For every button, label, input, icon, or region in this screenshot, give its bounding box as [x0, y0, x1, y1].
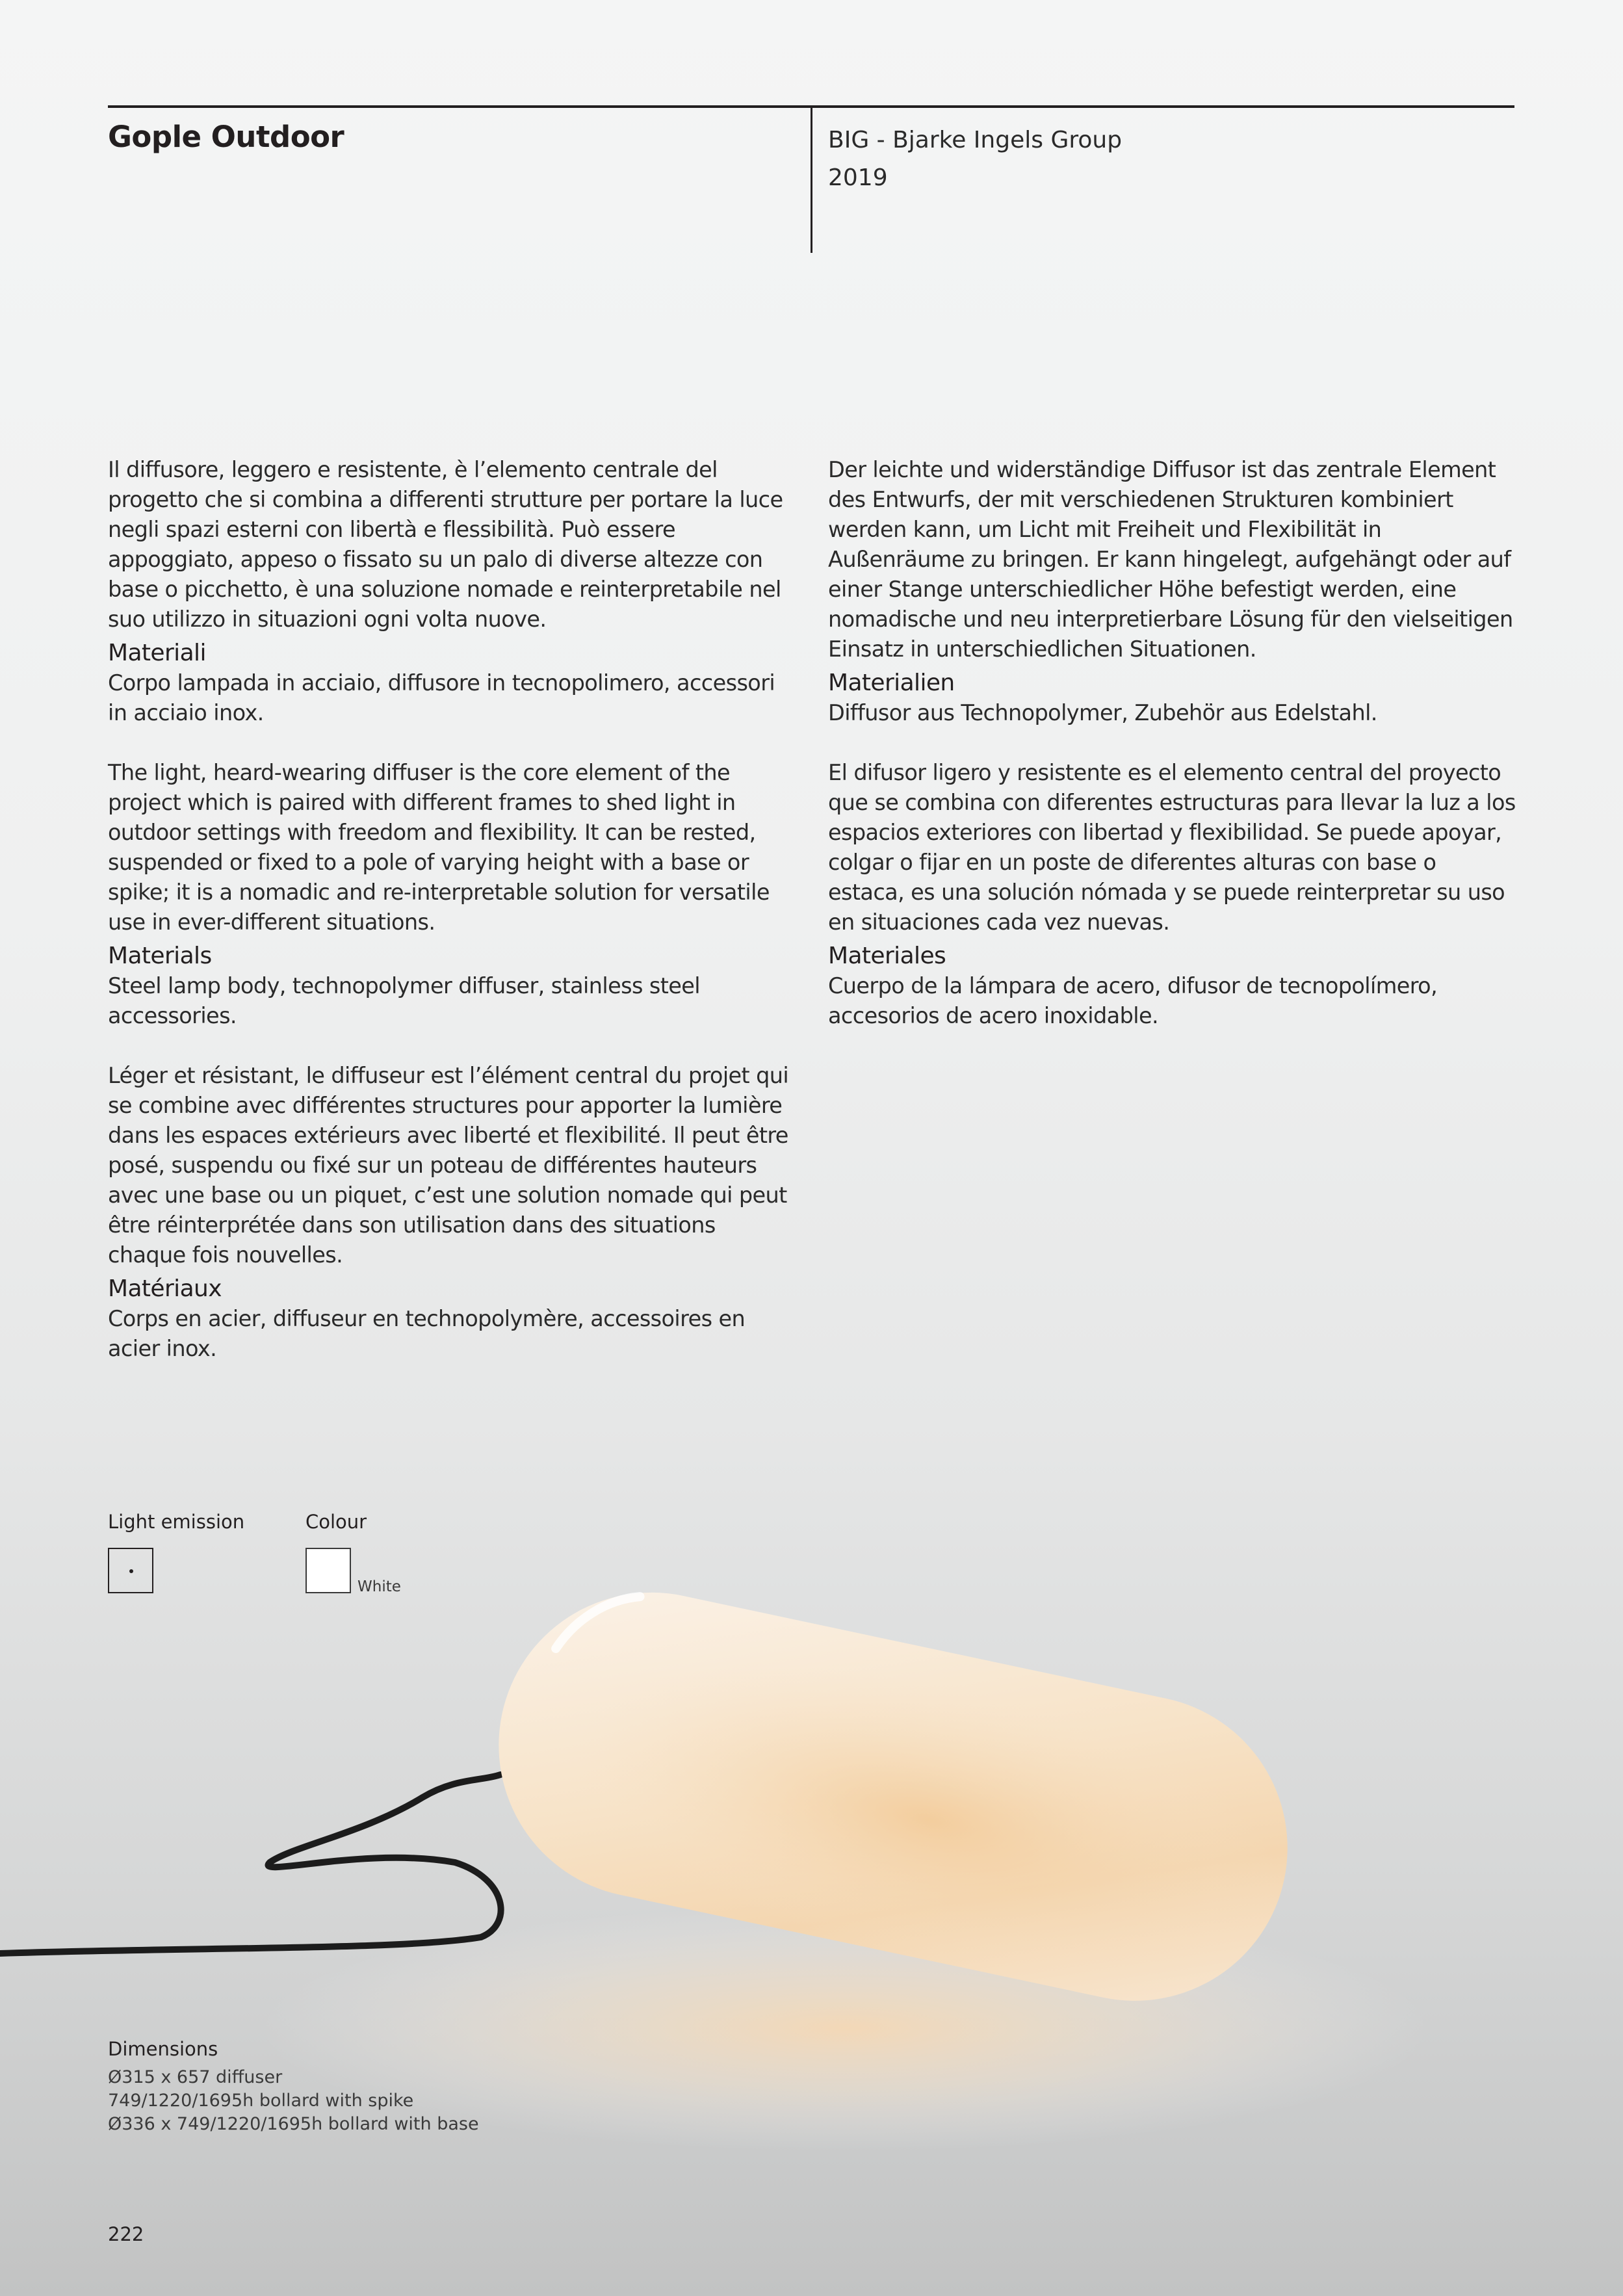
- french-materials-heading: Matériaux: [108, 1275, 222, 1302]
- italian-materials: Corpo lampada in acciaio, diffusore in tecnopolimero, accessori in acciaio inox.: [108, 670, 775, 725]
- dimensions-heading: Dimensions: [108, 2038, 218, 2060]
- header-divider: [811, 107, 812, 253]
- description-left-column: [108, 455, 797, 1364]
- description-right-column: [828, 455, 1517, 1031]
- english-materials: Steel lamp body, technopolymer diffuser, stainless steel accessories.: [108, 973, 700, 1028]
- dimension-diffuser: Ø315 x 657 diffuser: [108, 2067, 283, 2087]
- dimension-bollard-base: Ø336 x 749/1220/1695h bollard with base: [108, 2114, 479, 2134]
- lamp-photo: [0, 1430, 1623, 2296]
- colour-swatch-white: [305, 1548, 351, 1593]
- spanish-materials-heading: Materiales: [828, 943, 946, 969]
- page-number: 222: [108, 2223, 144, 2245]
- designer-name: BIG - Bjarke Ingels Group: [828, 127, 1123, 153]
- single-dot-icon: [129, 1569, 133, 1573]
- italian-description: Il diffusore, leggero e resistente, è l’elemento centrale del progetto che si combina a differenti strutture per portare la luce negli spazi esterni con libertà e flessibilità. Può essere appoggiato, appeso o fissato su un palo di diverse altezze con base o picchetto, è una soluzione nomade e reinterpretabile nel suo utilizzo in situazioni ogni volta nuove.: [108, 457, 783, 632]
- colour-name: White: [357, 1578, 401, 1595]
- product-title: Gople Outdoor: [108, 120, 344, 154]
- spanish-description: El difusor ligero y resistente es el elemento central del proyecto que se combina con diferentes estructuras para llevar la luz a los espacios exteriores con libertad y flexibilidad. Se puede apoyar, colgar o fijar en un poste de diferentes alturas con base o estaca, es una solución nómada y se puede reinterpretar su uso en situaciones cada vez nuevas.: [828, 760, 1516, 935]
- light-emission-label: Light emission: [108, 1511, 245, 1533]
- spanish-materials: Cuerpo de la lámpara de acero, difusor de tecnopolímero, accesorios de acero inoxidable.: [828, 973, 1438, 1028]
- german-materials: Diffusor aus Technopolymer, Zubehör aus Edelstahl.: [828, 700, 1377, 725]
- german-description: Der leichte und widerständige Diffusor ist das zentrale Element des Entwurfs, der mit verschiedenen Strukturen kombiniert werden kann, um Licht mit Freiheit und Flexibilität in Außenräume zu bringen. Er kann hingelegt, aufgehängt oder auf einer Stange unterschiedlicher Höhe befestigt werden, eine nomadische und neu interpretierbare Lösung für den vielseitigen Einsatz in unterschiedlichen Situationen.: [828, 457, 1513, 662]
- french-materials: Corps en acier, diffuseur en technopolymère, accessoires en acier inox.: [108, 1306, 746, 1361]
- dimensions-list: [108, 2066, 479, 2136]
- designer-block: [828, 122, 1122, 197]
- colour-label: Colour: [305, 1511, 367, 1533]
- english-materials-heading: Materials: [108, 943, 212, 969]
- light-emission-icon: [108, 1548, 153, 1593]
- english-description: The light, heard-wearing diffuser is the core element of the project which is paired with different frames to shed light in outdoor settings with freedom and flexibility. It can be rested, suspended or fixed to a pole of varying height with a base or spike; it is a nomadic and re-interpretable solution for versatile use in ever-different situations.: [108, 760, 770, 935]
- lamp-cable: [0, 1775, 501, 1953]
- french-description: Léger et résistant, le diffuseur est l’élément central du projet qui se combine avec différentes structures pour apporter la lumière dans les espaces extérieurs avec liberté et flexibilité. Il peut être posé, suspendu ou fixé sur un poteau de différentes hauteurs avec une base ou un piquet, c’est une solution nomade qui peut être réinterprétée dans son utilisation dans des situations chaque fois nouvelles.: [108, 1063, 789, 1268]
- design-year: 2019: [828, 164, 888, 191]
- german-materials-heading: Materialien: [828, 670, 955, 696]
- italian-materials-heading: Materiali: [108, 640, 206, 666]
- dimension-bollard-spike: 749/1220/1695h bollard with spike: [108, 2091, 414, 2111]
